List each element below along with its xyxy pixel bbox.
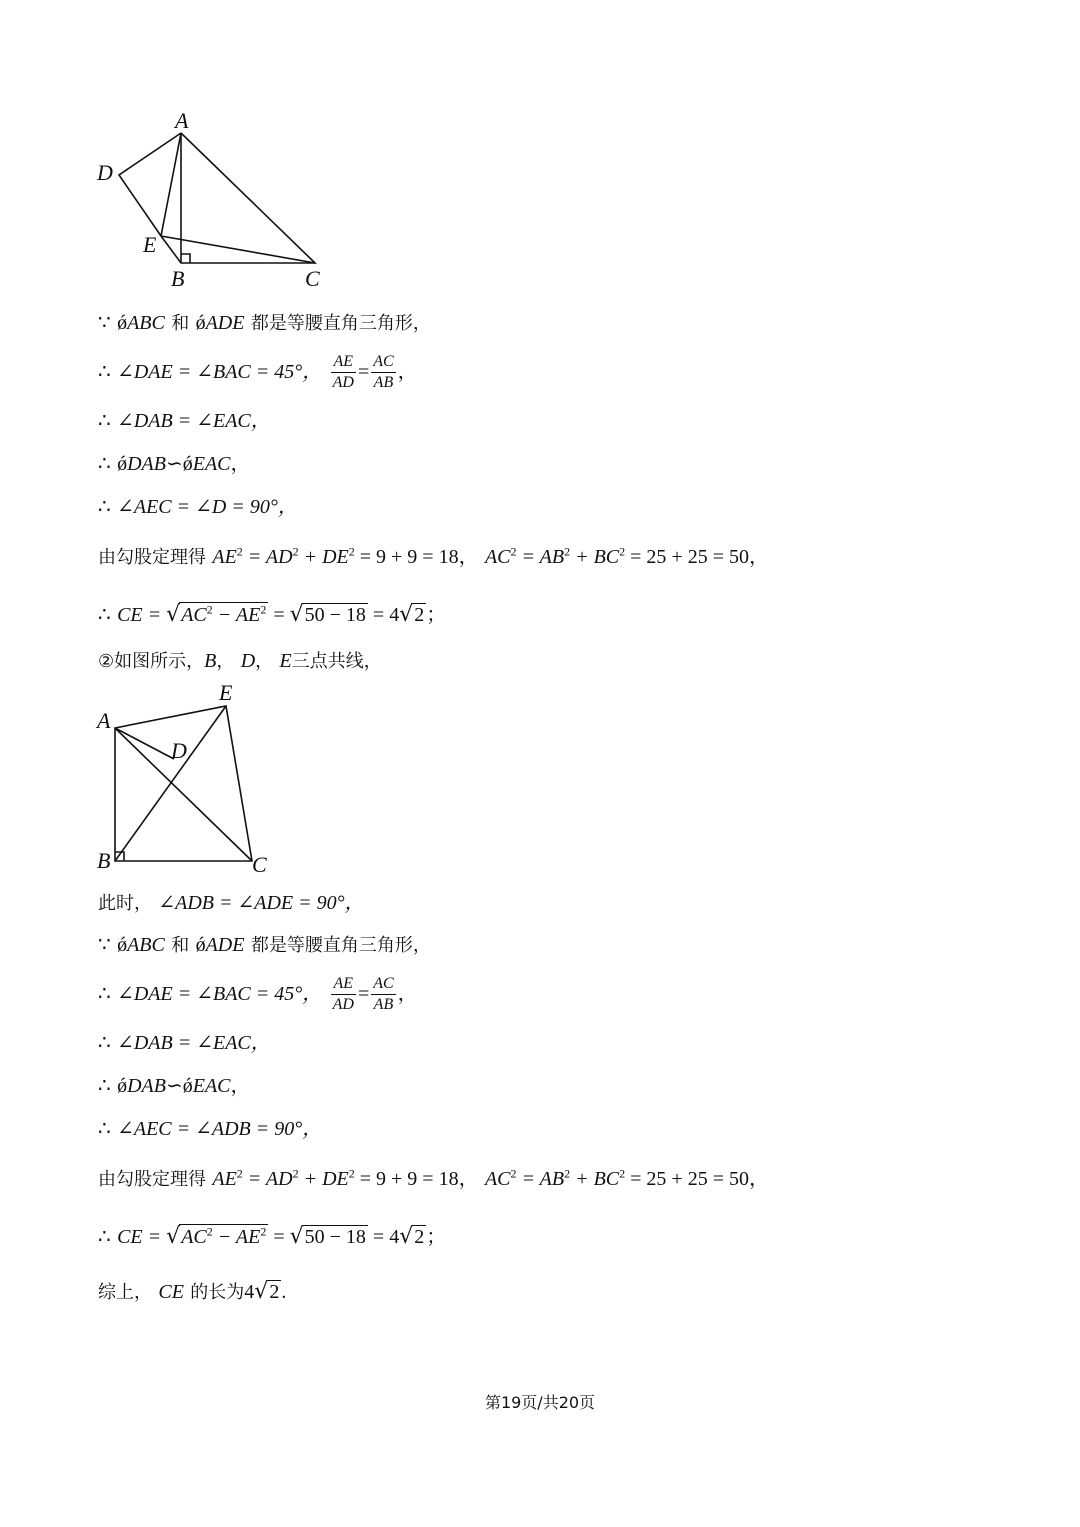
fig2-segment-be	[115, 706, 226, 861]
fig1-label-b: B	[171, 266, 185, 291]
fig1-segment-ae	[161, 133, 181, 236]
case2-line5: ∴ ∠AEC = ∠ADB = 90°，	[98, 1118, 323, 1140]
fig2-label-c: C	[252, 852, 267, 877]
fig1-label-d: D	[97, 160, 113, 185]
fraction-ae-ad: $\frac{AE}{AD}$	[332, 353, 354, 391]
fig1-label-e: E	[143, 232, 157, 257]
fig2-segment-ad	[115, 728, 174, 759]
case2-intro: ②如图所示，B， D， E三点共线，	[98, 650, 382, 672]
case2-line0: 此时， ∠ADB = ∠ADE = 90°，	[98, 892, 365, 914]
case1-line5: ∴ ∠AEC = ∠D = 90°，	[98, 496, 298, 518]
fig2-label-b: B	[97, 848, 111, 873]
fig2-outline	[115, 706, 252, 861]
fraction-ac-ab: $\frac{AC}{AB}$	[373, 975, 394, 1013]
case1-line4: ∴ ǿDAB∽ǿEAC，	[98, 453, 251, 475]
case2-line2: ∴ ∠DAE = ∠BAC = 45°， $\frac{AE}{AD}$ = $\frac{AC}{AB}$ ，	[98, 975, 418, 1013]
fig1-right-angle-mark	[181, 254, 190, 263]
case1-line6: 由勾股定理得 $AE^2 = AD^2 + DE^2 = 9 + 9 = 18$， $AC^2 = AB^2 + BC^2 = 25 + 25 = 50$，	[98, 544, 769, 568]
page-footer: 第19页/共20页	[484, 1393, 596, 1412]
fig1-label-a: A	[175, 108, 189, 133]
figure-2	[95, 680, 275, 880]
figure-1	[95, 108, 335, 293]
fraction-ae-ad: $\frac{AE}{AD}$	[332, 975, 354, 1013]
fig2-label-e: E	[219, 680, 233, 705]
case2-line3: ∴ ∠DAB = ∠EAC，	[98, 1032, 271, 1054]
case1-line1: ∵ ǿABC 和 ǿADE 都是等腰直角三角形，	[98, 312, 431, 334]
fig2-label-d: D	[171, 738, 187, 763]
case1-line7: ∴ CE = $√AC^2 - AE^2 = √50 - 18 = 4√2$ ；	[98, 602, 447, 627]
case2-line1: ∵ ǿABC 和 ǿADE 都是等腰直角三角形，	[98, 934, 431, 956]
case2-line7: ∴ CE = $√AC^2 - AE^2 = √50 - 18 = 4√2$ ；	[98, 1224, 447, 1249]
case1-line3: ∴ ∠DAB = ∠EAC，	[98, 410, 271, 432]
case2-line6: 由勾股定理得 $AE^2 = AD^2 + DE^2 = 9 + 9 = 18$， $AC^2 = AB^2 + BC^2 = 25 + 25 = 50$，	[98, 1166, 769, 1190]
case1-line2: ∴ ∠DAE = ∠BAC = 45°， $\frac{AE}{AD}$ = $\frac{AC}{AB}$ ，	[98, 353, 418, 391]
case2-line4: ∴ ǿDAB∽ǿEAC，	[98, 1075, 251, 1097]
fig1-label-c: C	[305, 266, 320, 291]
fig2-label-a: A	[97, 708, 111, 733]
fraction-ac-ab: $\frac{AC}{AB}$	[373, 353, 394, 391]
conclusion: 综上， CE 的长为4√2 .	[98, 1279, 287, 1304]
